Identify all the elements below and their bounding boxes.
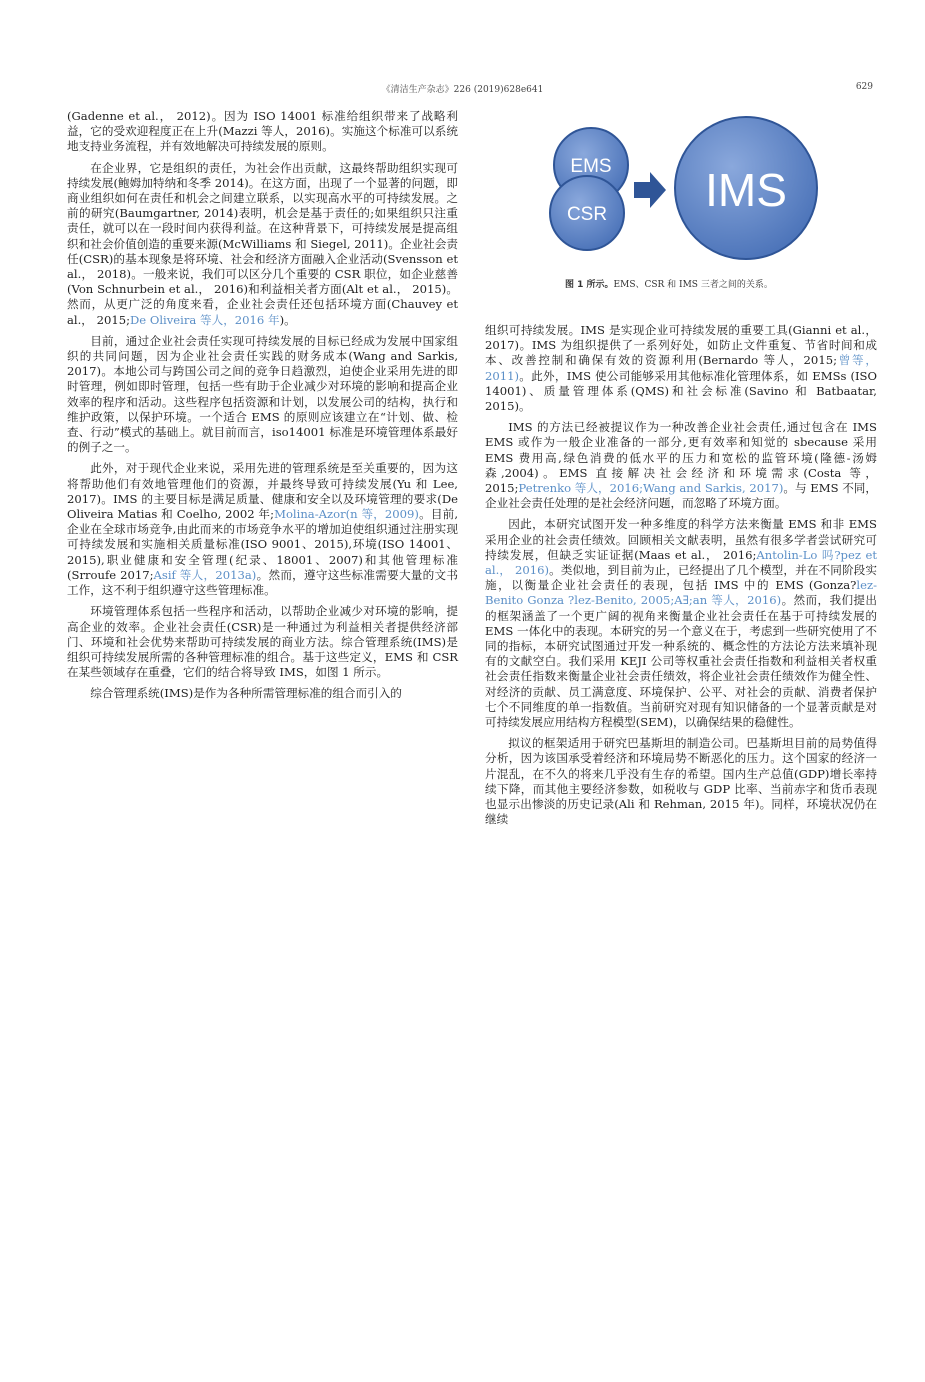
figure-caption-text: EMS、CSR 和 IMS 三者之间的关系。 (613, 280, 773, 290)
citation-link[interactable]: Asif 等人，2013a) (153, 567, 257, 582)
citation-link[interactable]: 曾等，2011) (485, 353, 877, 383)
figure-1-diagram (540, 106, 830, 266)
paragraph-text: 。与 EMS 不同，企业社会责任处理的是社会经济问题，而忽略了环境方面。 (485, 481, 877, 511)
left-column (67, 109, 458, 708)
ems-label: EMS (570, 156, 612, 177)
citation-link[interactable]: De Oliveira 等人，2016 年 (130, 312, 280, 327)
paragraph (67, 461, 458, 598)
paragraph: 综合管理系统(IMS)是作为各种所需管理标准的组合而引入的 (90, 686, 402, 701)
ims-label: IMS (705, 164, 787, 216)
paragraph: (Gadenne et al.， 2012)。因为 ISO 14001 标准给组织带来了战略利益，它的受欢迎程度正在上升(Mazzi 等人，2016)。实施这个标准可以系统地支持业务流程，并有效地解决可持续发展的原则。 (67, 109, 458, 154)
citation-link[interactable]: Petrenko 等人，2016;Wang and Sarkis, 2017) (518, 481, 784, 496)
figure-caption (565, 277, 865, 290)
paragraph-text: 。类似地，到目前为止，已经提出了几个模型，并在不同阶段实施，以衡量企业社会责任的表现，包括 IMS 中的 EMS (Gonza? (485, 563, 877, 593)
citation-link[interactable]: Antolin-Lo 吗?pez et al.， 2016) (485, 547, 877, 578)
csr-label: CSR (566, 204, 608, 225)
paragraph-text: 。目前,企业在全球市场竞争,由此而来的市场竞争水平的增加迫使组织通过注册实现可持续发展和实施相关质量标准(ISO 9001、2015),环境(ISO 14001、2015),职业健康和安全管理(纪录、18001、2007)和其他管理标准(Srroufe 2017; (67, 507, 458, 582)
citation-link[interactable]: Molina-Azor(n 等，2009) (274, 507, 419, 522)
paragraph-text: 因此，本研究试图开发一种多维度的科学方法来衡量 EMS 和非 EMS 采用企业的社会责任绩效。回顾相关文献表明，虽然有很多学者尝试研究可持续发展，但缺乏实证证据(Maas et al.， 2016; (485, 517, 877, 562)
ems-csr-ims-diagram (540, 106, 830, 266)
paragraph-text: 此外，对于现代企业来说，采用先进的管理系统是至关重要的，因为这将帮助他们有效地管理他们的资源，并最终导致可持续发展(Yu 和 Lee, 2017)。IMS 的主要目标是满足质量、健康和安全以及环境管理的要求(De Oliveira Matias 和 Coelho, 2002 年; (67, 461, 458, 522)
paragraph-text: 在企业界，它是组织的责任，为社会作出贡献，这最终帮助组织实现可持续发展(鲍姆加特纳和冬季 2014)。在这方面，出现了一个显著的问题，即商业组织如何在责任和机会之间建立联系，以实现高水平的可持续发展。之前的研究(Baumgartner, 2014)表明，机会是基于责任的;如果组织只注重责任，就可以在一段时间内获得利益。在这种背景下，可持续发展是提高组织和社会价值创造的重要来源(McWilliams 和 Siegel, 2011)。企业社会责任(CSR)的基本现象是将环境、社会和经济方面融入企业活动(Svensson et al.， 2018)。一般来说，我们可以区分几个重要的 CSR 职位，如企业慈善(Von Schnurbein et al.， 2016)和利益相关者方面(Alt et al.， 2015)。然而，从更广泛的角度来看，企业社会责任还包括环境方面(Chauvey et al.， 2015; (67, 160, 458, 327)
paragraph-text: )。 (279, 312, 296, 327)
paragraph (485, 323, 877, 414)
figure-caption-label: 图 1 所示。 (565, 280, 614, 290)
paragraph-text: 。然而，我们提出的框架涵盖了一个更广阔的视角来衡量企业社会责任在基于可持续发展的 EMS 一体化中的表现。本研究的另一个意义在于，考虑到一些研究使用了不同的指标，本研究试图通过开发一种系统的、概念性的方法论方法来填补现有的文献空白。我们采用 KEJI 公司等权重社会责任指数和利益相关者权重社会责任指数来衡量企业社会责任绩效，将企业社会责任绩效作为健全性、对经济的贡献、员工满意度、环境保护、公平、对社会的贡献、消费者保护七个不同维度的单一指数值。当前研究对现有知识储备的一个显著贡献是对可持续发展应用结构方程模型(SEM)，以确保结果的稳健性。 (485, 593, 877, 730)
paragraph: 目前，通过企业社会责任实现可持续发展的目标已经成为发展中国家组织的共同问题，因为企业社会责任实践的财务成本(Wang and Sarkis, 2017)。本地公司与跨国公司之间的竞争日趋激烈，迫使企业采用先进的即时管理，例如即时管理，包括一些有助于企业减少对环境的影响和提高企业效率的程序和活动。这些程序包括资源和计划，以发展公司的结构，执行和维护政策，以保护环境。一个适合 EMS 的原则应该建立在“计划、做、检查、行动”模式的基础上。就目前而言，iso14001 标准是环境管理体系最好的例子之一。 (67, 333, 458, 455)
paragraph (67, 161, 458, 328)
paragraph (485, 517, 877, 730)
paragraph: 拟议的框架适用于研究巴基斯坦的制造公司。巴基斯坦目前的局势值得分析，因为该国承受着经济和环境局势不断恶化的压力。这个国家的经济一片混乱，在不久的将来几乎没有生存的希望。国内生产总值(GDP)增长率持续下降，而其他主要经济参数，如税收与 GDP 比率、当前赤字和货币表现也显示出惨淡的历史记录(Ali 和 Rehman, 2015 年)。同样，环境状况仍在继续 (485, 736, 877, 827)
paragraph: 环境管理体系包括一些程序和活动，以帮助企业减少对环境的影响，提高企业的效率。企业社会责任(CSR)是一种通过为利益相关者提供经济部门、环境和社会优势来帮助可持续发展的商业方法。综合管理系统(IMS)是组织可持续发展所需的各种管理标准的组合。基于这些定义，EMS 和 CSR 在某些领域存在重叠，它们的结合将导致 IMS，如图 1 所示。 (67, 604, 458, 680)
paragraph-text: 。然而，遵守这些标准需要大量的文书工作，这不利于组织遵守这些管理标准。 (67, 567, 458, 598)
paragraph-text: 。此外，IMS 使公司能够采用其他标准化管理体系，如 EMSs (ISO 14001)、质量管理体系(QMS)和社会标准(Savino 和 Batbaatar, 2015)。 (485, 368, 877, 414)
paragraph-text: IMS 的方法已经被提议作为一种改善企业社会责任,通过包含在 IMS EMS 或作为一般企业准备的一部分,更有效率和知觉的 sbecause 采用 EMS 费用高,绿色消费的低水平的压力和宽松的监管环境(隆德-汤姆森,2004)。EMS 直接解决社会经济和环境需求(Costa 等，2015; (485, 420, 877, 496)
paragraph (485, 420, 877, 511)
page-header (0, 82, 925, 98)
right-column (485, 323, 877, 834)
citation-link[interactable]: lez-Benito Gonza ?lez-Benito, 2005;A∃;an 等人，2016) (485, 578, 877, 608)
paragraph-text: 组织可持续发展。IMS 是实现企业可持续发展的重要工具(Gianni et al.， 2017)。IMS 为组织提供了一系列好处，如防止文件重复、节省时间和成本、改善控制和确保有效的资源利用(Bernardo 等人，2015; (485, 323, 877, 368)
page-number: 629 (855, 82, 873, 92)
journal-citation: 《清洁生产杂志》226 (2019)628e641 (381, 85, 544, 95)
arrow-icon (634, 172, 666, 208)
